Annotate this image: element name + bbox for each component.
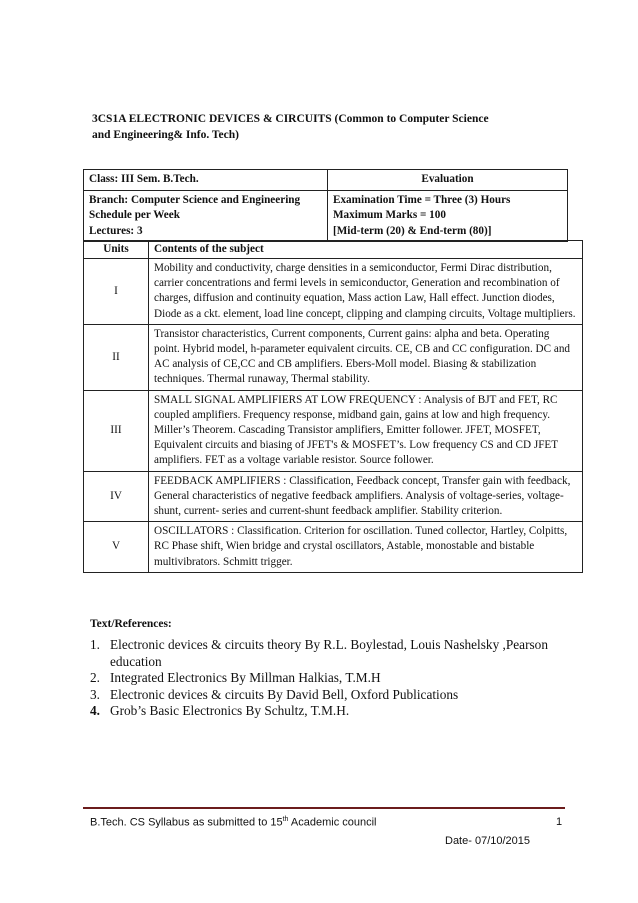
header-table xyxy=(83,169,568,242)
max-marks: Maximum Marks = 100 xyxy=(333,209,446,221)
ref-text: Integrated Electronics By Millman Halkias, T.M.H xyxy=(110,670,381,685)
unit-number: IV xyxy=(84,471,149,522)
list-item xyxy=(90,637,560,670)
footer-divider xyxy=(83,807,565,809)
evaluation-label: Evaluation xyxy=(421,173,474,185)
unit-number: I xyxy=(84,259,149,325)
list-item xyxy=(90,687,560,704)
table-row xyxy=(84,390,583,471)
ref-text: Electronic devices & circuits By David Bell, Oxford Publications xyxy=(110,686,459,702)
title-bold: 3CS1A ELECTRONIC DEVICES & CIRCUITS xyxy=(92,113,332,125)
footer-date: Date- 07/10/2015 xyxy=(445,835,531,847)
mid-end-term: [Mid-term (20) & End-term (80)] xyxy=(333,224,492,237)
ref-text: Electronic devices & circuits theory By R.L. Boylestad, Louis Nashelsky ,Pearson education xyxy=(110,637,548,669)
unit-number: II xyxy=(84,324,149,390)
exam-time: Examination Time = Three (3) Hours xyxy=(333,193,511,206)
units-header: Units xyxy=(84,241,149,259)
unit-content: OSCILLATORS : Classification. Criterion for oscillation. Tuned collector, Hartley, Colpitts, RC Phase shift, Wien bridge and crystal oscillators, Astable, monostable and bistable multivibrators. Schmitt trigger. xyxy=(149,522,583,573)
footer-sup: th xyxy=(282,816,289,823)
page-number: 1 xyxy=(556,816,563,828)
unit-number: III xyxy=(84,390,149,471)
references-heading: Text/References: xyxy=(90,618,172,630)
ref-number: 1. xyxy=(90,637,100,652)
ref-number: 4. xyxy=(90,703,100,718)
unit-content: Mobility and conductivity, charge densities in a semiconductor, Fermi Dirac distribution, carrier concentrations and fermi levels in semiconductor, Generation and recombination of charges, diffusion and continuity equation, Mass action Law, Hall effect. Junction diodes, Diode as a ckt. element, load line concept, clipping and clamping circuits, Voltage multipliers. xyxy=(149,259,583,325)
branch-label: Branch: Computer Science and Engineering xyxy=(89,193,301,206)
title-paren: (Common to Computer Science xyxy=(334,113,489,125)
ref-number: 2. xyxy=(90,670,100,685)
ref-number: 3. xyxy=(90,686,100,702)
lectures-label: Lectures: 3 xyxy=(89,224,143,237)
document-title xyxy=(92,111,552,143)
references-list xyxy=(90,637,560,720)
exam-cell xyxy=(328,190,568,242)
table-row xyxy=(84,259,583,325)
unit-content: Transistor characteristics, Current components, Current gains: alpha and beta. Operating point. Hybrid model, h-parameter equivalent circuits. CE, CB and CC configuration. DC and AC analysis of CE,CC and CB amplifiers. Ebers-Moll model. Biasing & stabilization techniques. Thermal runaway, Thermal stability. xyxy=(149,324,583,390)
table-row xyxy=(84,471,583,522)
schedule-label: Schedule per Week xyxy=(89,209,180,221)
units-table xyxy=(83,240,583,573)
branch-cell xyxy=(84,190,328,242)
ref-text: Grob’s Basic Electronics By Schultz, T.M.H. xyxy=(110,703,350,718)
footer-text-before: B.Tech. CS Syllabus as submitted to 15 xyxy=(90,816,283,829)
contents-header: Contents of the subject xyxy=(149,241,583,259)
class-cell xyxy=(84,170,328,191)
unit-number: V xyxy=(84,522,149,573)
list-item xyxy=(90,703,560,720)
list-item xyxy=(90,670,560,687)
unit-content: SMALL SIGNAL AMPLIFIERS AT LOW FREQUENCY : Analysis of BJT and FET, RC coupled amplifiers. Frequency response, midband gain, gains at low and high frequency. Miller’s Theorem. Cascading Transistor amplifiers, Emitter follower. JFET, MOSFET, Equivalent circuits and biasing of JFET's & MOSFET’s. Low frequency CS and CD JFET amplifiers. FET as a voltage variable resistor. Source follower. xyxy=(149,390,583,471)
footer-text xyxy=(90,816,377,829)
class-label: Class: III Sem. B.Tech. xyxy=(89,173,199,185)
table-row xyxy=(84,324,583,390)
evaluation-cell xyxy=(328,170,568,191)
footer-text-after: Academic council xyxy=(288,816,377,829)
unit-content: FEEDBACK AMPLIFIERS : Classification, Feedback concept, Transfer gain with feedback, General characteristics of negative feedback amplifiers. Analysis of voltage-series, voltage-shunt, current- series and current-shunt feedback amplifier. Stability criterion. xyxy=(149,471,583,522)
table-row xyxy=(84,522,583,573)
title-line2: and Engineering& Info. Tech) xyxy=(92,129,239,141)
